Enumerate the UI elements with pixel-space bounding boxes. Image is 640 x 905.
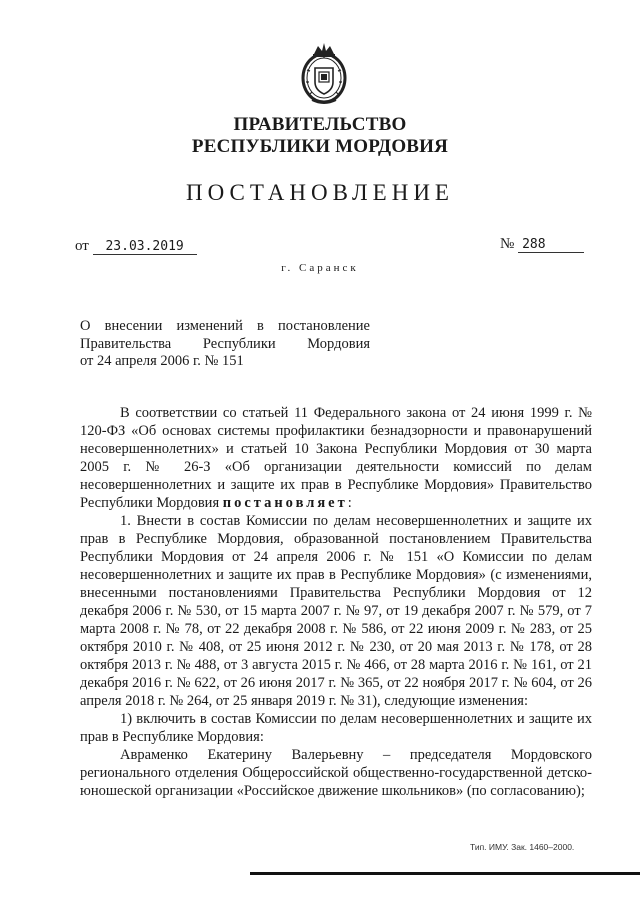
subject-line1: О внесении изменений в постановление [80,318,370,334]
government-title-line1: ПРАВИТЕЛЬСТВО [233,114,407,135]
body-paragraph-2: 1. Внести в состав Комиссии по делам несовершеннолетних и защите их прав в Республике Мордовия, образованной постановлением Правительства Республики Мордовия от 24 апреля 2006 г. № 151 «О Комиссии по делам несовершеннолетних и защите их прав в Республике Мордовия» (с изменениями, внесенными постановлениями Правительства Республики Мордовия от 12 декабря 2006 г. № 530, от 15 марта 2007 г. № 97, от 19 декабря 2007 г. № 579, от 7 марта 2008 г. № 78, от 22 декабря 2008 г. № 586, от 22 июня 2009 г. № 283, от 25 октября 2010 г. № 408, от 25 июня 2012 г. № 230, от 20 мая 2013 г. № 178, от 28 октября 2013 г. № 488, от 3 августа 2015 г. № 466, от 28 марта 2016 г. № 161, от 21 декабря 2016 г. № 622, от 26 июня 2017 г. № 365, от 22 ноября 2017 г. № 604, от 26 апреля 2018 г. № 264, от 25 января 2019 г. № 31), следующие изменения: [80,513,592,709]
city-label: г. Саранск [281,262,359,274]
subject-line3: от 24 апреля 2006 г. № 151 [80,353,244,369]
print-note: Тип. ИМУ. Зак. 1460–2000. [470,842,575,852]
document-subject [80,318,370,371]
government-title-line2: РЕСПУБЛИКИ МОРДОВИЯ [191,136,449,157]
number-field [500,236,584,253]
paragraph-1-end: : [347,495,352,511]
subject-line2: Правительства Республики Мордовия [80,335,370,352]
number-prefix: № [500,236,515,252]
date-prefix: от [75,238,89,254]
coat-of-arms-icon [300,40,348,106]
body-paragraph-4: Авраменко Екатерину Валерьевну – председателя Мордовского регионального отделения Общероссийской общественно-государственной детско-юношеской организации «Российское движение школьников» (по согласованию); [80,747,592,799]
date-value: 23.03.2019 [93,239,197,255]
number-value: 288 [518,237,584,253]
resolution-word: постановляет [222,495,348,511]
scan-artifact-line [250,872,640,875]
document-body [80,404,592,800]
body-paragraph-1 [80,404,592,512]
paragraph-1-text: В соответствии со статьей 11 Федерального закона от 24 июня 1999 г. № 120-ФЗ «Об основах системы профилактики безнадзорности и правонарушений несовершеннолетних» и статьей 10 Закона Республики Мордовия от 30 марта 2005 г. № 26-З «Об организации деятельности комиссий по делам несовершеннолетних и защите их прав в Республике Мордовия» Правительство Республики Мордовия [80,405,592,511]
body-paragraph-3: 1) включить в состав Комиссии по делам несовершеннолетних и защите их прав в Республике Мордовия: [80,711,592,745]
document-type: ПОСТАНОВЛЕНИЕ [186,180,454,205]
date-field [75,238,197,255]
